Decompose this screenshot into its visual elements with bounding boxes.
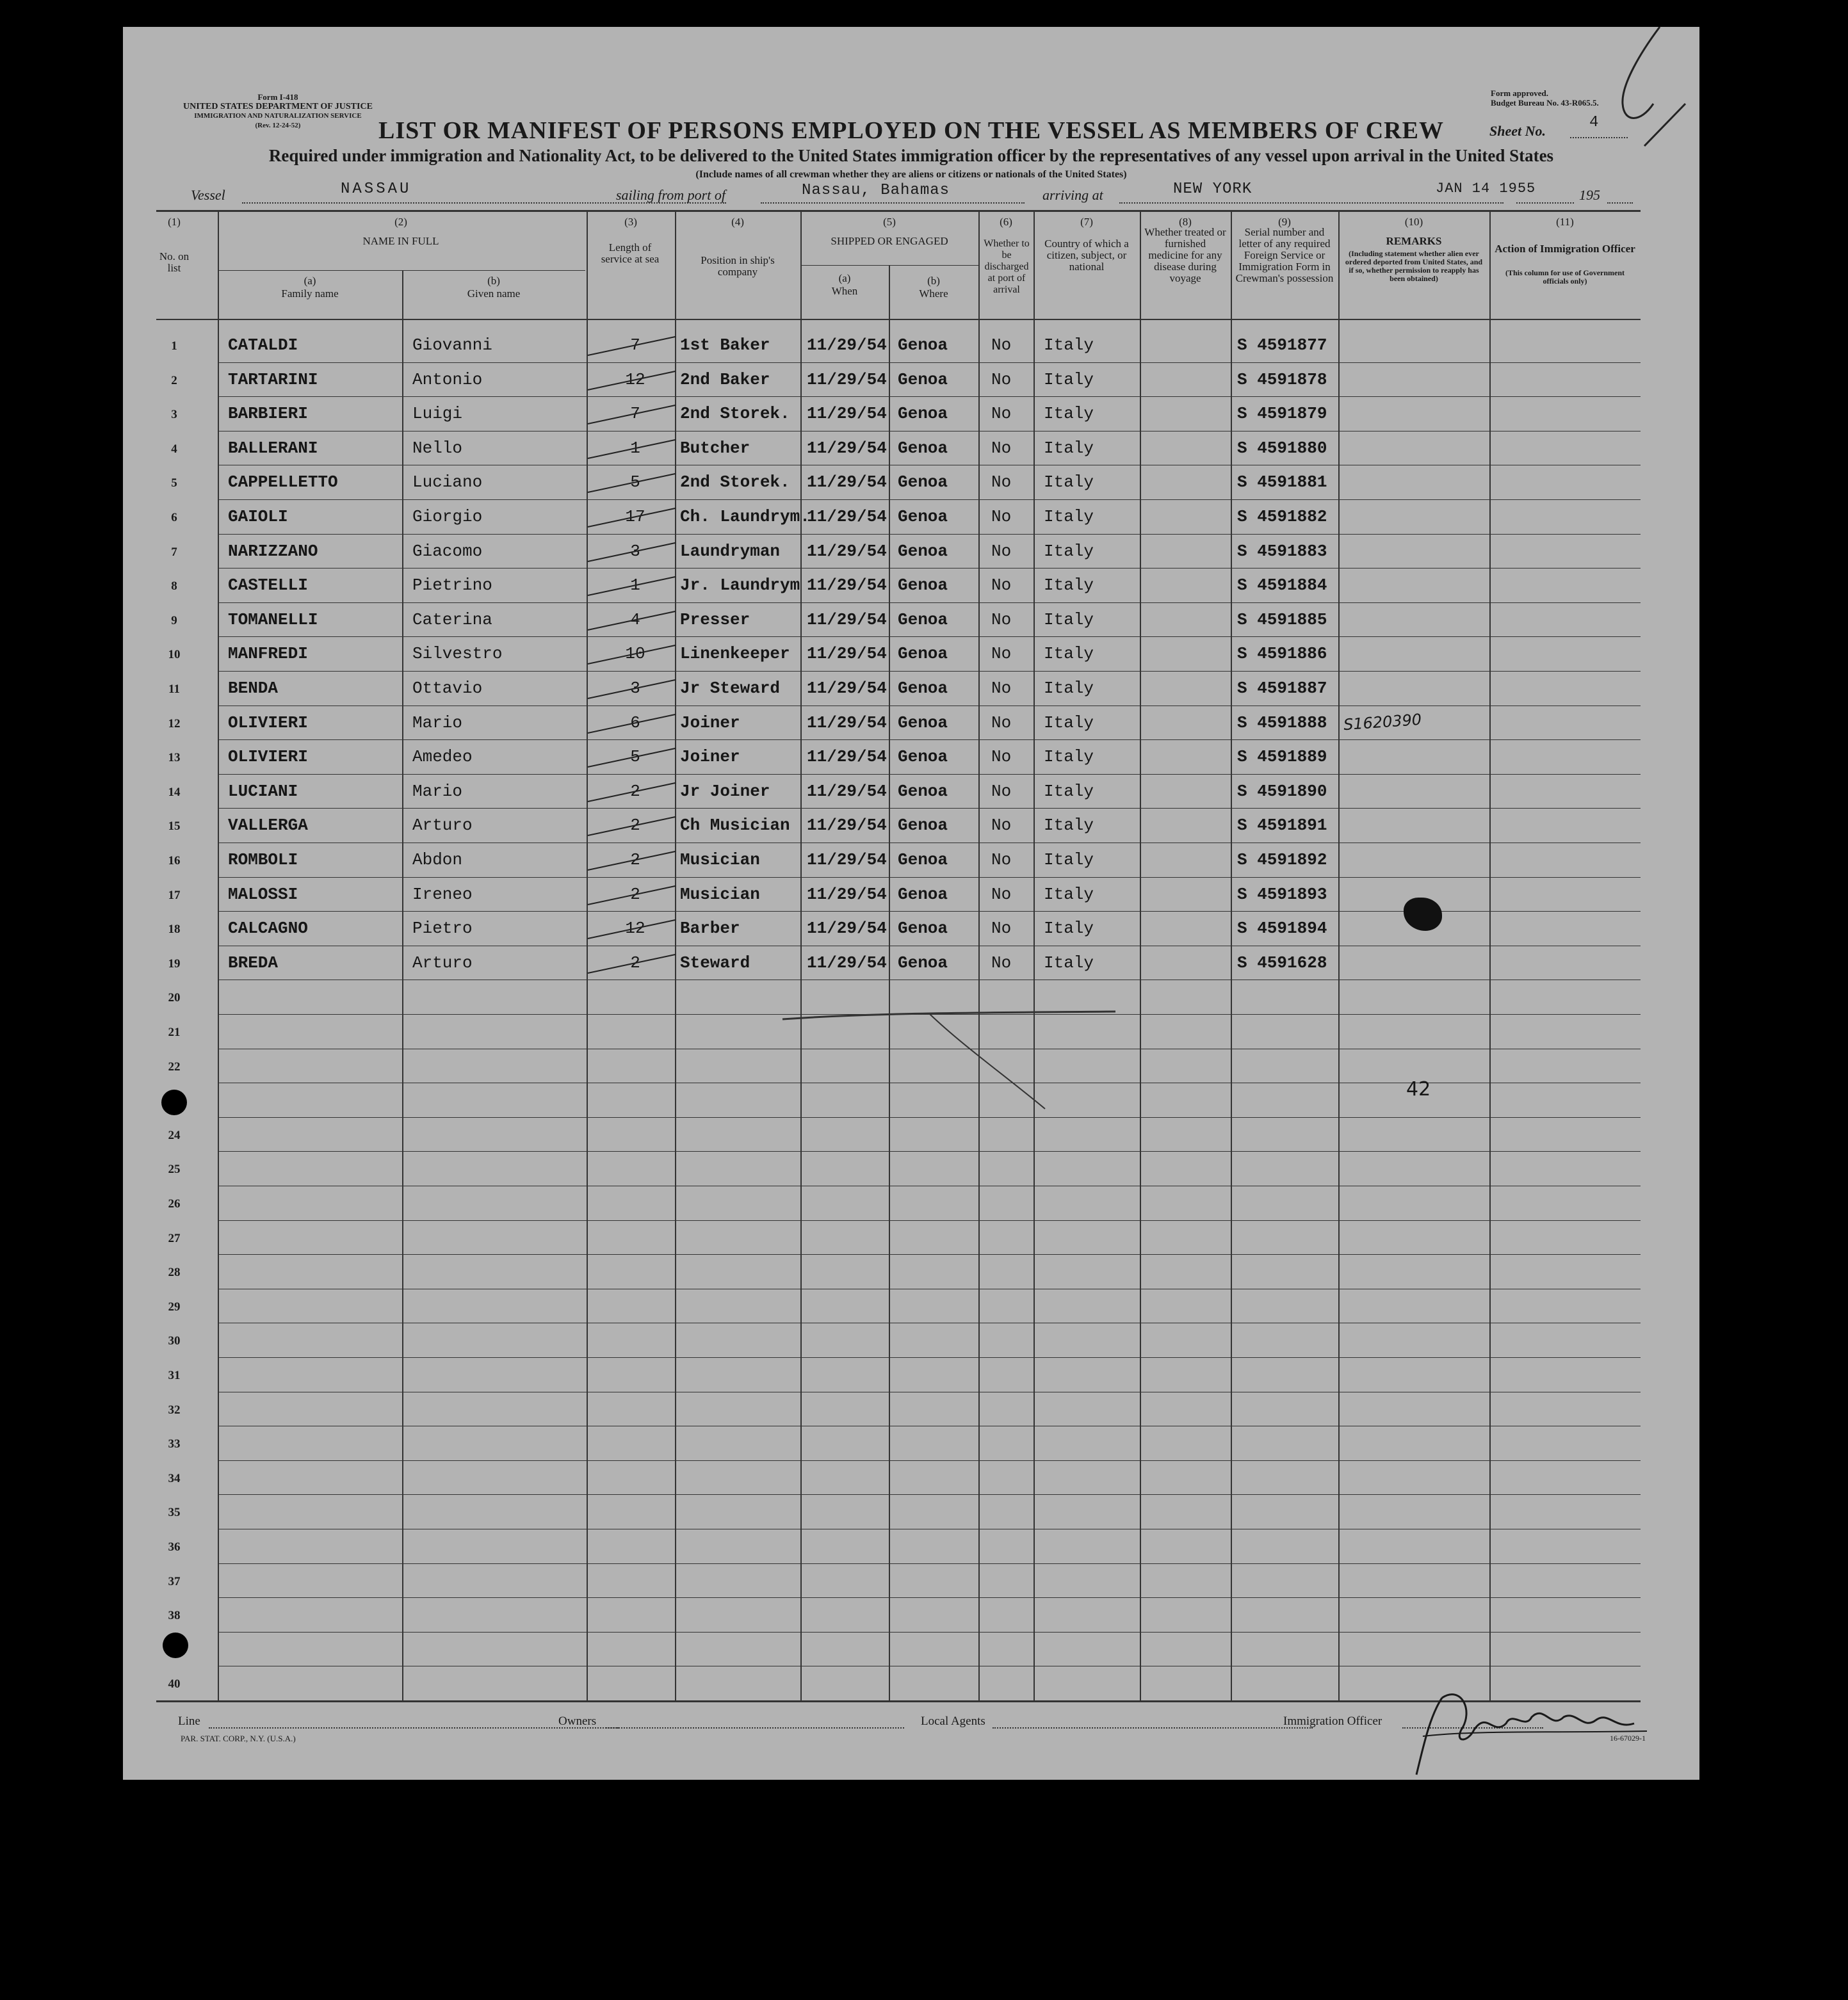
sailing-label: sailing from port of — [616, 187, 725, 203]
service-length-cell: 1 — [630, 438, 640, 458]
family-name-cell: OLIVIERI — [228, 747, 308, 767]
shipped-date-cell: 11/29/54 — [807, 541, 887, 561]
ink-blot — [1404, 898, 1442, 931]
col-remarks-header: REMARKS — [1386, 235, 1442, 247]
row-number: 17 — [168, 888, 181, 902]
col-action-header: Action of Immigration Officer — [1495, 243, 1635, 255]
given-name-cell: Nello — [412, 438, 463, 458]
given-name-cell: Ireneo — [412, 884, 473, 904]
shipped-port-cell: Genoa — [898, 679, 948, 698]
col-medicine-header: Whether treated or furnished medicine for any disease during voyage — [1144, 226, 1226, 284]
country-cell: Italy — [1044, 438, 1094, 458]
shipped-port-cell: Genoa — [898, 609, 948, 629]
serial-number-cell: S 4591884 — [1237, 576, 1327, 595]
row-number: 3 — [171, 408, 177, 422]
shipped-port-cell: Genoa — [898, 884, 948, 904]
position-cell: 2nd Baker — [680, 369, 770, 389]
position-cell: Butcher — [680, 438, 750, 458]
country-cell: Italy — [1044, 919, 1094, 939]
discharge-cell: No — [991, 541, 1012, 561]
arrival-port: NEW YORK — [1173, 181, 1252, 198]
col-position-header: Position in ship's company — [701, 254, 775, 278]
col-family-letter: (a) — [304, 275, 316, 287]
form-revision: (Rev. 12-24-52) — [255, 122, 301, 129]
shipped-port-cell: Genoa — [898, 507, 948, 526]
col-remarks-number: (10) — [1404, 216, 1423, 228]
shipped-date-cell: 11/29/54 — [807, 644, 887, 664]
service-length-cell: 7 — [630, 335, 640, 355]
col-given-letter: (b) — [487, 275, 500, 287]
position-cell: Musician — [680, 884, 760, 904]
col-discharge-header: Whether to be discharged at port of arrival — [984, 238, 1030, 295]
country-cell: Italy — [1044, 713, 1094, 732]
discharge-cell: No — [991, 472, 1012, 492]
shipped-port-cell: Genoa — [898, 438, 948, 458]
col-where-header: Where — [919, 287, 948, 300]
country-cell: Italy — [1044, 781, 1094, 801]
service-length-cell: 2 — [630, 884, 640, 904]
discharge-cell: No — [991, 713, 1012, 732]
country-cell: Italy — [1044, 884, 1094, 904]
position-cell: Presser — [680, 609, 750, 629]
col-service-header: Length of service at sea — [601, 241, 660, 265]
family-name-cell: LUCIANI — [228, 781, 298, 801]
row-number: 16 — [168, 854, 181, 867]
given-name-cell: Silvestro — [412, 644, 503, 664]
shipped-date-cell: 11/29/54 — [807, 713, 887, 732]
country-cell: Italy — [1044, 404, 1094, 424]
service-length-cell: 1 — [630, 576, 640, 595]
service-length-cell: 6 — [630, 713, 640, 732]
row-number: 40 — [168, 1677, 181, 1691]
family-name-cell: BARBIERI — [228, 404, 308, 424]
serial-number-cell: S 4591883 — [1237, 541, 1327, 561]
row-number: 2 — [171, 373, 177, 387]
shipped-date-cell: 11/29/54 — [807, 335, 887, 355]
family-name-cell: BREDA — [228, 953, 279, 972]
country-cell: Italy — [1044, 472, 1094, 492]
family-name-cell: NARIZZANO — [228, 541, 318, 561]
shipped-date-cell: 11/29/54 — [807, 576, 887, 595]
service-length-cell: 17 — [625, 507, 645, 526]
shipped-date-cell: 11/29/54 — [807, 919, 887, 939]
row-number: 31 — [168, 1369, 181, 1382]
position-cell: Ch. Laundrym. — [680, 507, 810, 526]
col-serial-number: (9) — [1278, 216, 1291, 228]
shipped-port-cell: Genoa — [898, 369, 948, 389]
country-cell: Italy — [1044, 679, 1094, 698]
discharge-cell: No — [991, 576, 1012, 595]
family-name-cell: BALLERANI — [228, 438, 318, 458]
row-number: 5 — [171, 476, 177, 490]
binder-hole-bottom — [163, 1633, 188, 1658]
position-cell: Linenkeeper — [680, 644, 790, 664]
service-length-cell: 2 — [630, 953, 640, 972]
service-length-cell: 7 — [630, 404, 640, 424]
shipped-date-cell: 11/29/54 — [807, 816, 887, 835]
col-action-number: (11) — [1556, 216, 1574, 228]
serial-number-cell: S 4591879 — [1237, 404, 1327, 424]
col-name-header: NAME IN FULL — [362, 235, 439, 247]
country-cell: Italy — [1044, 369, 1094, 389]
row-number: 10 — [168, 648, 181, 662]
shipped-port-cell: Genoa — [898, 919, 948, 939]
footer-owners-label: Owners — [558, 1714, 597, 1728]
service-name: IMMIGRATION AND NATURALIZATION SERVICE — [194, 112, 362, 120]
serial-number-cell: S 4591878 — [1237, 369, 1327, 389]
departure-port: Nassau, Bahamas — [802, 182, 950, 199]
serial-number-cell: S 4591881 — [1237, 472, 1327, 492]
row-number: 20 — [168, 991, 181, 1005]
service-length-cell: 2 — [630, 781, 640, 801]
arriving-label: arriving at — [1042, 187, 1103, 203]
service-length-cell: 5 — [630, 747, 640, 767]
shipped-date-cell: 11/29/54 — [807, 953, 887, 972]
footer-line-label: Line — [178, 1714, 200, 1728]
position-cell: 2nd Storek. — [680, 472, 790, 492]
service-length-cell: 12 — [625, 369, 645, 389]
row-number: 26 — [168, 1197, 181, 1211]
family-name-cell: MANFREDI — [228, 644, 308, 664]
shipped-port-cell: Genoa — [898, 713, 948, 732]
row-number: 12 — [168, 716, 181, 730]
shipped-port-cell: Genoa — [898, 576, 948, 595]
page-subtitle: Required under immigration and Nationality Act, to be delivered to the United States immigration officer by the representatives of any vessel upon arrival in the United States — [268, 146, 1554, 165]
position-cell: 2nd Storek. — [680, 404, 790, 424]
budget-bureau: Budget Bureau No. 43-R065.5. — [1491, 98, 1599, 108]
col-when-header: When — [831, 285, 858, 297]
country-cell: Italy — [1044, 507, 1094, 526]
discharge-cell: No — [991, 747, 1012, 767]
discharge-cell: No — [991, 953, 1012, 972]
row-number: 8 — [171, 579, 177, 593]
col-service-number: (3) — [624, 216, 637, 228]
shipped-port-cell: Genoa — [898, 747, 948, 767]
country-cell: Italy — [1044, 335, 1094, 355]
serial-number-cell: S 4591892 — [1237, 850, 1327, 869]
row-number: 25 — [168, 1163, 181, 1177]
shipped-date-cell: 11/29/54 — [807, 850, 887, 869]
position-cell: Joiner — [680, 747, 740, 767]
col-name-number: (2) — [394, 216, 407, 228]
country-cell: Italy — [1044, 541, 1094, 561]
shipped-port-cell: Genoa — [898, 850, 948, 869]
form-number: Form I-418 — [257, 92, 298, 102]
given-name-cell: Abdon — [412, 850, 463, 869]
given-name-cell: Pietrino — [412, 576, 492, 595]
given-name-cell: Caterina — [412, 609, 492, 629]
footer-officer-label: Immigration Officer — [1283, 1714, 1382, 1728]
shipped-date-cell: 11/29/54 — [807, 507, 887, 526]
family-name-cell: ROMBOLI — [228, 850, 298, 869]
service-length-cell: 5 — [630, 472, 640, 492]
row-number: 18 — [168, 923, 181, 937]
position-cell: Jr Steward — [680, 679, 781, 698]
given-name-cell: Mario — [412, 713, 463, 732]
page-note: (Include names of all crewman whether they are aliens or citizens or nationals of the United States) — [695, 169, 1127, 180]
country-cell: Italy — [1044, 644, 1094, 664]
row-number: 28 — [168, 1266, 181, 1280]
row-number: 33 — [168, 1437, 181, 1451]
serial-number-cell: S 4591893 — [1237, 884, 1327, 904]
col-no-number: (1) — [168, 216, 181, 228]
row-number: 1 — [171, 339, 177, 353]
discharge-cell: No — [991, 919, 1012, 939]
serial-number-cell: S 4591628 — [1237, 953, 1327, 972]
discharge-cell: No — [991, 438, 1012, 458]
discharge-cell: No — [991, 644, 1012, 664]
shipped-port-cell: Genoa — [898, 472, 948, 492]
row-number: 22 — [168, 1060, 181, 1074]
col-medicine-number: (8) — [1179, 216, 1192, 228]
shipped-date-cell: 11/29/54 — [807, 747, 887, 767]
col-position-number: (4) — [731, 216, 744, 228]
shipped-port-cell: Genoa — [898, 953, 948, 972]
col-shipped-number: (5) — [883, 216, 896, 228]
col-given-header: Given name — [467, 287, 521, 300]
shipped-date-cell: 11/29/54 — [807, 404, 887, 424]
row-number: 30 — [168, 1334, 181, 1348]
vessel-label: Vessel — [191, 187, 225, 203]
serial-number-cell: S 4591889 — [1237, 747, 1327, 767]
country-cell: Italy — [1044, 816, 1094, 835]
family-name-cell: GAIOLI — [228, 507, 288, 526]
shipped-date-cell: 11/29/54 — [807, 781, 887, 801]
row-number: 14 — [168, 785, 181, 799]
col-discharge-number: (6) — [1000, 216, 1012, 228]
row-number: 9 — [171, 613, 177, 627]
family-name-cell: BENDA — [228, 679, 279, 698]
country-cell: Italy — [1044, 850, 1094, 869]
family-name-cell: TARTARINI — [228, 369, 318, 389]
serial-number-cell: S 4591888 — [1237, 713, 1327, 732]
service-length-cell: 2 — [630, 816, 640, 835]
serial-number-cell: S 4591887 — [1237, 679, 1327, 698]
given-name-cell: Amedeo — [412, 747, 473, 767]
col-country-number: (7) — [1080, 216, 1093, 228]
serial-number-cell: S 4591880 — [1237, 438, 1327, 458]
vessel-name: NASSAU — [341, 181, 412, 198]
serial-number-cell: S 4591882 — [1237, 507, 1327, 526]
row-number: 7 — [171, 545, 177, 559]
service-length-cell: 2 — [630, 850, 640, 869]
year-label: 195 — [1579, 187, 1600, 203]
col-no-header: No. on list — [159, 250, 190, 274]
col-action-note: (This column for use of Government officials only) — [1505, 268, 1625, 286]
row-number: 6 — [171, 511, 177, 524]
service-length-cell: 3 — [630, 679, 640, 698]
shipped-date-cell: 11/29/54 — [807, 679, 887, 698]
shipped-date-cell: 11/29/54 — [807, 472, 887, 492]
shipped-port-cell: Genoa — [898, 644, 948, 664]
cancellation-stroke — [776, 974, 1186, 1115]
shipped-date-cell: 11/29/54 — [807, 609, 887, 629]
shipped-date-cell: 11/29/54 — [807, 438, 887, 458]
position-cell: Musician — [680, 850, 760, 869]
row-number: 24 — [168, 1128, 181, 1142]
family-name-cell: CASTELLI — [228, 576, 308, 595]
position-cell: Laundryman — [680, 541, 781, 561]
shipped-port-cell: Genoa — [898, 781, 948, 801]
department: UNITED STATES DEPARTMENT OF JUSTICE — [183, 102, 373, 111]
binder-hole-top — [161, 1090, 187, 1115]
position-cell: Joiner — [680, 713, 740, 732]
family-name-cell: OLIVIERI — [228, 713, 308, 732]
given-name-cell: Giacomo — [412, 541, 483, 561]
country-cell: Italy — [1044, 576, 1094, 595]
given-name-cell: Pietro — [412, 919, 473, 939]
service-length-cell: 3 — [630, 541, 640, 561]
serial-number-cell: S 4591891 — [1237, 816, 1327, 835]
col-remarks-note: (Including statement whether alien ever ordered deported from United States, and if so, whether permission to reapply has been obtained) — [1345, 249, 1483, 283]
given-name-cell: Arturo — [412, 953, 473, 972]
row-number: 34 — [168, 1471, 181, 1485]
row-number: 19 — [168, 956, 181, 971]
family-name-cell: MALOSSI — [228, 884, 298, 904]
given-name-cell: Arturo — [412, 816, 473, 835]
row-number: 27 — [168, 1231, 181, 1245]
service-length-cell: 10 — [625, 644, 645, 664]
footer-printer: PAR. STAT. CORP., N.Y. (U.S.A.) — [181, 1734, 296, 1743]
col-when-letter: (a) — [838, 272, 851, 284]
serial-number-cell: S 4591890 — [1237, 781, 1327, 801]
sheet-number: 4 — [1589, 114, 1599, 131]
position-cell: Jr Joiner — [680, 781, 770, 801]
service-length-cell: 4 — [630, 609, 640, 629]
row-number: 21 — [168, 1026, 181, 1039]
page-title: LIST OR MANIFEST OF PERSONS EMPLOYED ON THE VESSEL AS MEMBERS OF CREW — [378, 117, 1444, 144]
discharge-cell: No — [991, 609, 1012, 629]
country-cell: Italy — [1044, 609, 1094, 629]
row-number: 38 — [168, 1609, 181, 1623]
family-name-cell: CALCAGNO — [228, 919, 308, 939]
sheet-label: Sheet No. — [1489, 123, 1546, 139]
given-name-cell: Luigi — [412, 404, 463, 424]
discharge-cell: No — [991, 850, 1012, 869]
col-shipped-header: SHIPPED OR ENGAGED — [831, 235, 948, 247]
given-name-cell: Ottavio — [412, 679, 483, 698]
family-name-cell: CAPPELLETTO — [228, 472, 338, 492]
row-number: 37 — [168, 1574, 181, 1588]
manifest-sheet — [123, 27, 1699, 1780]
discharge-cell: No — [991, 781, 1012, 801]
shipped-port-cell: Genoa — [898, 335, 948, 355]
family-name-cell: TOMANELLI — [228, 609, 318, 629]
row-number: 13 — [168, 751, 181, 765]
position-cell: Steward — [680, 953, 750, 972]
service-length-cell: 12 — [625, 919, 645, 939]
shipped-port-cell: Genoa — [898, 816, 948, 835]
discharge-cell: No — [991, 404, 1012, 424]
handwritten-slash-mark — [1583, 27, 1698, 149]
row-number: 35 — [168, 1506, 181, 1520]
position-cell: Jr. Laundrym — [680, 576, 800, 595]
col-serial-header: Serial number and letter of any required Foreign Service or Immigration Form in Crewman's possession — [1235, 226, 1334, 284]
given-name-cell: Mario — [412, 781, 463, 801]
row-number: 29 — [168, 1300, 181, 1314]
serial-number-cell: S 4591877 — [1237, 335, 1327, 355]
discharge-cell: No — [991, 507, 1012, 526]
footer-agents-label: Local Agents — [921, 1714, 985, 1728]
serial-number-cell: S 4591894 — [1237, 919, 1327, 939]
given-name-cell: Luciano — [412, 472, 483, 492]
shipped-date-cell: 11/29/54 — [807, 369, 887, 389]
position-cell: 1st Baker — [680, 335, 770, 355]
arrival-date-stamp: JAN 14 1955 — [1436, 181, 1536, 197]
country-cell: Italy — [1044, 953, 1094, 972]
family-name-cell: VALLERGA — [228, 816, 308, 835]
col-where-letter: (b) — [927, 275, 940, 287]
discharge-cell: No — [991, 884, 1012, 904]
discharge-cell: No — [991, 816, 1012, 835]
country-cell: Italy — [1044, 747, 1094, 767]
row-number: 4 — [171, 442, 177, 456]
row-number: 36 — [168, 1540, 181, 1554]
officer-signature — [1404, 1672, 1660, 1780]
family-name-cell: CATALDI — [228, 335, 298, 355]
discharge-cell: No — [991, 369, 1012, 389]
position-cell: Barber — [680, 919, 740, 939]
given-name-cell: Antonio — [412, 369, 483, 389]
col-family-header: Family name — [281, 287, 339, 300]
given-name-cell: Giorgio — [412, 507, 483, 526]
serial-number-cell: S 4591886 — [1237, 644, 1327, 664]
position-cell: Ch Musician — [680, 816, 790, 835]
margin-note: 42 — [1406, 1078, 1431, 1101]
row-number: 11 — [168, 682, 180, 696]
serial-number-cell: S 4591885 — [1237, 609, 1327, 629]
discharge-cell: No — [991, 335, 1012, 355]
given-name-cell: Giovanni — [412, 335, 492, 355]
shipped-date-cell: 11/29/54 — [807, 884, 887, 904]
remarks-cell: S1620390 — [1343, 710, 1422, 734]
approval-text: Form approved. — [1491, 88, 1549, 98]
shipped-port-cell: Genoa — [898, 541, 948, 561]
shipped-port-cell: Genoa — [898, 404, 948, 424]
discharge-cell: No — [991, 679, 1012, 698]
row-number: 15 — [168, 819, 181, 834]
row-number: 32 — [168, 1403, 181, 1417]
col-country-header: Country of which a citizen, subject, or national — [1044, 238, 1129, 273]
footer-form-code: 16-67029-1 — [1610, 1734, 1646, 1743]
